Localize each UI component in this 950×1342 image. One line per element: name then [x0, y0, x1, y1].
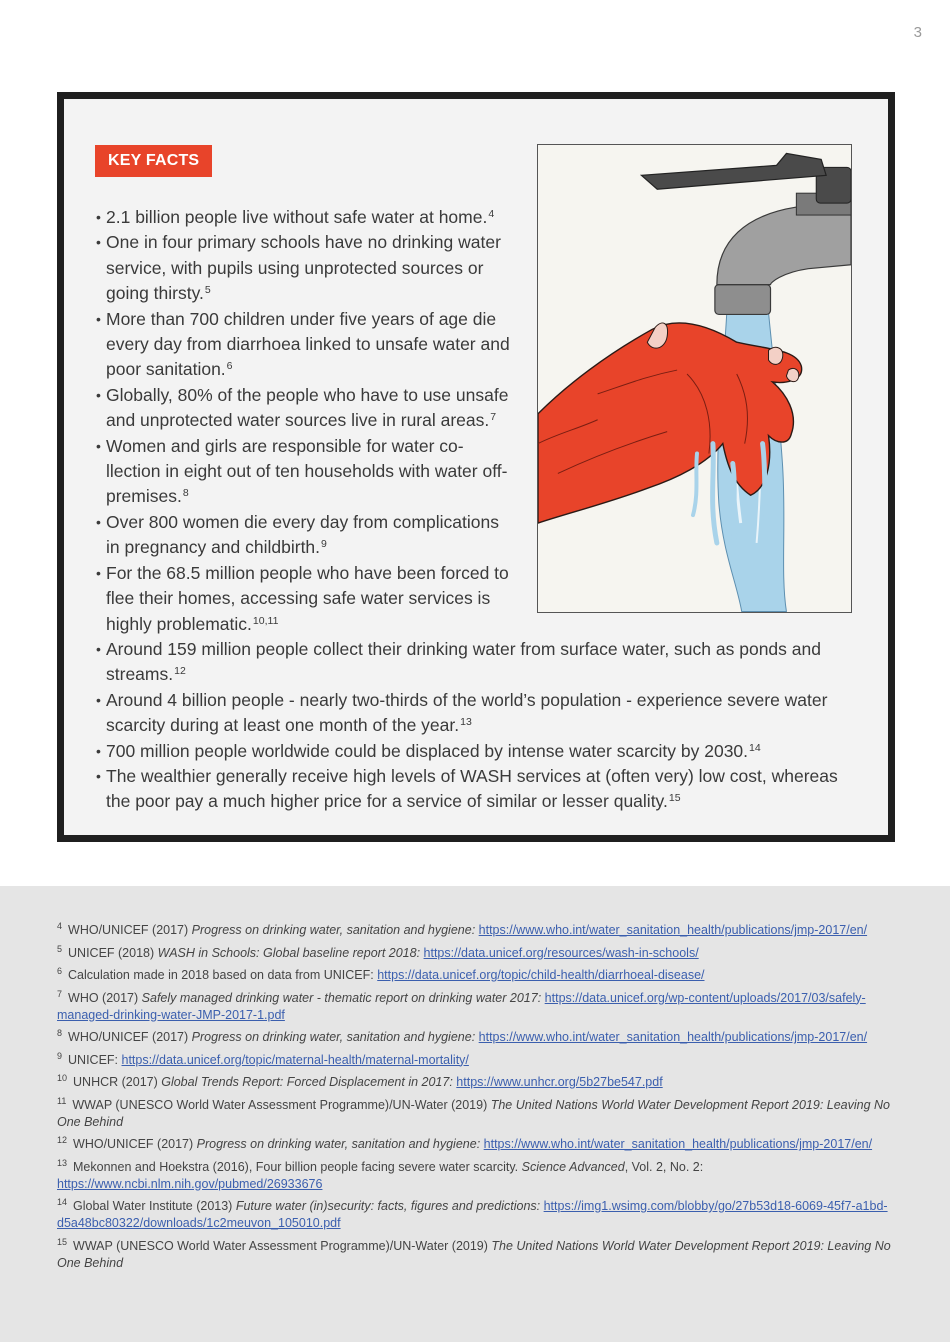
key-facts-badge: KEY FACTS [95, 145, 212, 177]
fact-text: Women and girls are responsible for water co-llection in eight out of ten households with water off-premises. [106, 435, 508, 507]
list-item [96, 637, 866, 688]
list-item [96, 383, 516, 434]
footnote-source: Global Water Institute (2013) [73, 1199, 236, 1213]
list-item [96, 205, 516, 230]
footnote-ref[interactable]: 8 [182, 487, 189, 500]
footnote-post: , Vol. 2, No. 2: [624, 1159, 704, 1174]
footnote-source: Mekonnen and Hoekstra (2016), Four billion people facing severe water scarcity. [73, 1159, 522, 1174]
footnote-ref[interactable]: 7 [490, 411, 497, 424]
key-facts-list [96, 205, 866, 815]
footnote-link[interactable]: https://www.unhcr.org/5b27be547.pdf [456, 1075, 663, 1089]
footnote-link[interactable]: https://data.unicef.org/topic/maternal-health/maternal-mortality/ [121, 1052, 469, 1067]
footnote [57, 1198, 893, 1232]
footnote-link[interactable]: https://www.who.int/water_sanitation_health/publications/jmp-2017/en/ [478, 923, 868, 937]
footnote-number: 4 [57, 921, 63, 931]
footnote-number: 14 [57, 1197, 68, 1207]
footnote-ref[interactable]: 13 [460, 716, 472, 729]
footnote-source: WHO/UNICEF (2017) [68, 923, 192, 937]
footnote-number: 13 [57, 1157, 68, 1168]
footnote-source: WHO/UNICEF (2017) [73, 1137, 197, 1151]
footnote-ref[interactable]: 5 [204, 284, 211, 297]
footnote-link[interactable]: https://img1.wsimg.com/blobby/go/27b53d18-6069-45f7-a1bd-d5a48bc80322/downloads/1c2meuvon_105010.pdf [57, 1199, 888, 1230]
fact-text: The wealthier generally receive high levels of WASH services at (often very) low cost, whereas the poor pay a much higher price for a service of similar or lesser quality. [106, 765, 838, 812]
footnote-number: 12 [57, 1135, 68, 1145]
footnote-number: 9 [57, 1050, 63, 1061]
footnote-number: 10 [57, 1073, 68, 1083]
footnote-title: Global Trends Report: Forced Displacement in 2017: [161, 1075, 453, 1089]
footnote-number: 6 [57, 966, 63, 976]
footnote-link[interactable]: https://data.unicef.org/resources/wash-in-schools/ [423, 945, 699, 960]
footnotes-list [57, 922, 893, 1277]
footnote-source: UNICEF (2018) [68, 945, 158, 960]
footnote-number: 5 [57, 943, 63, 954]
footnote-title: Safely managed drinking water - thematic report on drinking water 2017: [141, 990, 542, 1005]
footnote-source: UNHCR (2017) [73, 1075, 162, 1089]
footnote-number: 8 [57, 1028, 63, 1038]
key-facts-box [57, 92, 895, 842]
footnote-title: Progress on drinking water, sanitation and hygiene: [191, 923, 476, 937]
footnote [57, 922, 893, 939]
footnote-ref[interactable]: 15 [668, 792, 681, 805]
footnote-title: Future water (in)security: facts, figures and predictions: [235, 1199, 541, 1213]
fact-text: Globally, 80% of the people who have to use unsafe and unprotected water sources live in rural areas. [106, 384, 509, 431]
footnote [57, 1029, 893, 1046]
footnote-title: The United Nations World Water Development Report 2019: Leaving No One Behind [57, 1097, 890, 1129]
footnote-source: WWAP (UNESCO World Water Assessment Programme)/UN-Water (2019) [73, 1238, 492, 1253]
footnote [57, 1097, 893, 1131]
footnote-title: The United Nations World Water Development Report 2019: Leaving No One Behind [57, 1238, 891, 1270]
footnote [57, 967, 893, 984]
fact-text: Around 159 million people collect their drinking water from surface water, such as ponds and streams. [106, 638, 821, 685]
list-item [96, 510, 516, 561]
footnote-ref[interactable]: 4 [488, 208, 495, 220]
footnote-source: WHO (2017) [68, 990, 142, 1005]
footnote [57, 1159, 893, 1193]
fact-text: More than 700 children under five years of age die every day from diarrhoea linked to unsafe water and poor sanitation. [106, 308, 510, 380]
footnote-ref[interactable]: 10,11 [252, 614, 279, 627]
footnote-ref[interactable]: 14 [749, 741, 761, 754]
footnote-number: 15 [57, 1236, 68, 1247]
footnote [57, 990, 893, 1024]
footnote-title: Progress on drinking water, sanitation and hygiene: [191, 1030, 476, 1044]
footnote [57, 1238, 893, 1272]
footnote-ref[interactable]: 9 [321, 538, 327, 551]
footnote-title: Science Advanced [521, 1159, 625, 1174]
footnote-source: Calculation made in 2018 based on data from UNICEF: [68, 968, 378, 982]
fact-text: One in four primary schools have no drinking water service, with pupils using unprotected sources or going thirsty. [106, 232, 501, 304]
list-item [96, 307, 516, 383]
footnote-source: WHO/UNICEF (2017) [68, 1030, 192, 1044]
footnote [57, 1074, 893, 1091]
footnote-ref[interactable]: 6 [226, 360, 233, 373]
fact-text: 700 million people worldwide could be displaced by intense water scarcity by 2030. [106, 740, 749, 761]
footnote-source: WWAP (UNESCO World Water Assessment Programme)/UN-Water (2019) [72, 1097, 491, 1112]
footnote-link[interactable]: https://www.who.int/water_sanitation_health/publications/jmp-2017/en/ [478, 1030, 868, 1044]
list-item [96, 688, 866, 739]
page-number: 3 [913, 24, 922, 41]
fact-text: 2.1 billion people live without safe water at home. [106, 207, 488, 227]
footnote-source: UNICEF: [68, 1052, 122, 1067]
fact-text: For the 68.5 million people who have been forced to flee their homes, accessing safe water services is highly problematic. [106, 562, 509, 634]
footnote-number: 11 [57, 1095, 67, 1106]
list-item [96, 434, 516, 510]
fact-text: Over 800 women die every day from complications in pregnancy and childbirth. [106, 511, 499, 558]
footnotes-section [0, 886, 950, 1342]
list-item [96, 739, 866, 764]
fact-text: Around 4 billion people - nearly two-thirds of the world’s population - experience severe water scarcity during at least one month of the year. [106, 689, 828, 736]
footnote [57, 945, 893, 962]
list-item [96, 764, 866, 815]
footnote-link[interactable]: https://data.unicef.org/topic/child-health/diarrhoeal-disease/ [377, 968, 705, 982]
footnote [57, 1136, 893, 1153]
footnote [57, 1052, 893, 1069]
footnote-title: WASH in Schools: Global baseline report 2018: [157, 945, 421, 960]
footnote-ref[interactable]: 12 [174, 665, 186, 678]
footnote-link[interactable]: https://data.unicef.org/wp-content/uploads/2017/03/safely-managed-drinking-water-JMP-2017-1.pdf [57, 990, 866, 1022]
footnote-link[interactable]: https://www.ncbi.nlm.nih.gov/pubmed/26933676 [57, 1176, 323, 1191]
list-item [96, 561, 516, 637]
footnote-title: Progress on drinking water, sanitation and hygiene: [196, 1137, 481, 1151]
footnote-link[interactable]: https://www.who.int/water_sanitation_health/publications/jmp-2017/en/ [483, 1137, 873, 1151]
list-item [96, 230, 516, 306]
footnote-number: 7 [57, 988, 63, 999]
